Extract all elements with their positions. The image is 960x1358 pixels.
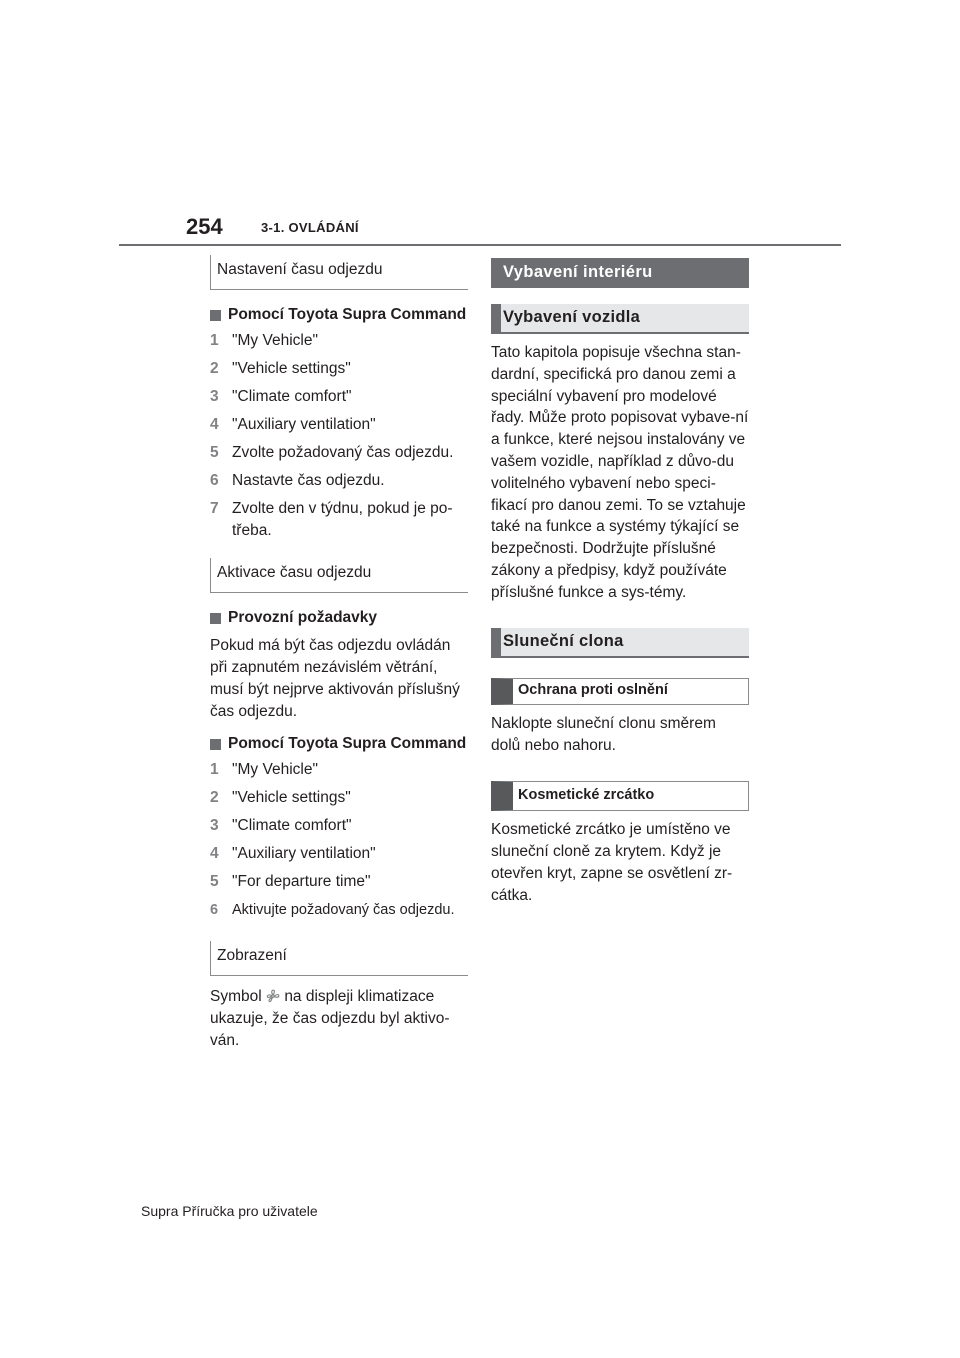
step-number: 6 [210, 472, 219, 489]
left-column [210, 255, 468, 1052]
list-item [210, 330, 468, 352]
box-heading-departure-time: Nastavení času odjezdu [210, 255, 468, 290]
footer-text: Supra Příručka pro uživatele [141, 1203, 318, 1219]
step-number: 6 [210, 902, 219, 918]
paragraph-mirror: Kosmetické zrcátko je umístěno ve sluneční cloně za krytem. Když je otevřen kryt, zapne se osvětlení zr-cátka. [491, 820, 733, 904]
step-number: 3 [210, 817, 219, 834]
subsection-heading-mirror: Kosmetické zrcátko [491, 781, 749, 811]
paragraph-equipment: Tato kapitola popisuje všechna stan-dardní, specifická pro danou zemi a speciální vybavení pro modelové řady. Může proto popisovat vybave-ní a funkce, které nejsou instalovány ve vašem vozidle, například z důvo-du volitelného vybavení nebo speci-fikací pro danou zemi. To se vztahuje také na funkce a systémy týkající se bezpečnosti. Dodržujte příslušné zákony a předpisy, když používáte příslušné funkce a sys-témy. [491, 344, 749, 601]
step-text: Zvolte požadovaný čas odjezdu. [232, 444, 454, 461]
page-number: 254 [186, 214, 223, 239]
step-text: "Vehicle settings" [232, 789, 351, 806]
step-text: "Climate comfort" [232, 817, 352, 834]
step-text: "Vehicle settings" [232, 360, 351, 377]
list-item [210, 787, 468, 809]
step-text: "For departure time" [232, 873, 371, 890]
step-number: 7 [210, 500, 219, 517]
step-number: 1 [210, 332, 219, 349]
step-number: 5 [210, 873, 219, 890]
step-number: 2 [210, 360, 219, 377]
step-number: 5 [210, 444, 219, 461]
list-item [210, 414, 468, 436]
box-heading-activation: Aktivace času odjezdu [210, 558, 468, 593]
paragraph-display-start: Symbol [210, 988, 262, 1005]
list-item [210, 759, 468, 781]
box-heading-display: Zobrazení [210, 941, 468, 976]
list-item [210, 871, 468, 893]
step-text: "Auxiliary ventilation" [232, 845, 376, 862]
step-text: "Auxiliary ventilation" [232, 416, 376, 433]
list-item [210, 498, 468, 542]
right-column [491, 258, 749, 907]
paragraph-requirements: Pokud má být čas odjezdu ovládán při zapnutém nezávislém větrání, musí být nejprve aktivován příslušný čas odjezdu. [210, 637, 460, 720]
list-item [210, 815, 468, 837]
section-heading-sun-visor: Sluneční clona [491, 628, 749, 658]
subsection-heading-glare: Ochrana proti oslnění [491, 678, 749, 705]
list-item [210, 442, 468, 464]
steps-list-2 [210, 759, 468, 921]
list-item [210, 386, 468, 408]
step-number: 2 [210, 789, 219, 806]
subheading-supra-command-2: Pomocí Toyota Supra Command [210, 733, 468, 755]
steps-list-1 [210, 330, 468, 542]
subheading-requirements: Provozní požadavky [210, 607, 468, 629]
step-number: 4 [210, 416, 219, 433]
paragraph-glare: Naklopte sluneční clonu směrem dolů nebo nahoru. [491, 714, 716, 754]
step-text: "My Vehicle" [232, 332, 318, 349]
chapter-title: 3-1. OVLÁDÁNÍ [261, 220, 359, 235]
list-item [210, 843, 468, 865]
step-text: Nastavte čas odjezdu. [232, 472, 385, 489]
section-heading-vehicle-equipment: Vybavení vozidla [491, 304, 749, 334]
list-item [210, 470, 468, 492]
step-text: Zvolte den v týdnu, pokud je po-třeba. [232, 500, 453, 539]
paragraph-display-end: na displeji klimatizace ukazuje, že čas odjezdu byl aktivo-ván. [210, 988, 450, 1049]
header-divider [119, 244, 841, 246]
list-item [210, 358, 468, 380]
paragraph-display [210, 986, 468, 1052]
step-number: 3 [210, 388, 219, 405]
step-number: 1 [210, 761, 219, 778]
step-text: Aktivujte požadovaný čas odjezdu. [232, 902, 455, 918]
section-heading-interior: Vybavení interiéru [491, 258, 749, 288]
step-text: "My Vehicle" [232, 761, 318, 778]
fan-icon [266, 989, 280, 1003]
step-number: 4 [210, 845, 219, 862]
list-item [210, 899, 468, 921]
subheading-supra-command: Pomocí Toyota Supra Command [210, 304, 468, 326]
step-text: "Climate comfort" [232, 388, 352, 405]
